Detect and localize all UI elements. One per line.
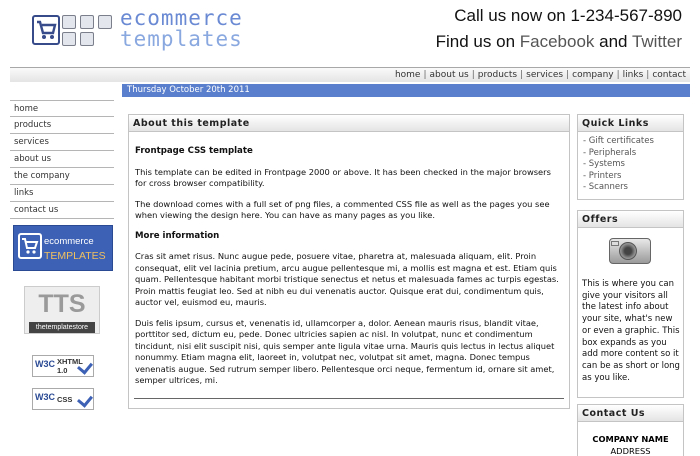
nav-separator: |: [520, 70, 524, 80]
main-body: [129, 132, 569, 387]
top-nav-about-us[interactable]: about us: [429, 70, 469, 80]
call-label: Call us now on: [454, 6, 571, 25]
contact-box: [577, 404, 684, 456]
top-nav-links[interactable]: links: [622, 70, 644, 80]
heading-more-information: More information: [135, 230, 220, 241]
company-address: ADDRESS: [610, 446, 651, 456]
tts-logo-text: TTS: [38, 290, 86, 318]
content-divider: [134, 398, 564, 399]
twitter-link[interactable]: Twitter: [631, 32, 682, 51]
header-phone: [454, 6, 682, 26]
side-nav-the-company[interactable]: the company: [10, 168, 114, 185]
side-nav-links[interactable]: links: [10, 185, 114, 202]
offers-title: Offers: [578, 211, 683, 228]
top-nav: [10, 67, 690, 82]
side-nav-contact-us[interactable]: contact us: [10, 202, 114, 219]
top-nav-home[interactable]: home: [394, 70, 421, 80]
quick-link-item[interactable]: - Scanners: [583, 182, 628, 192]
and-text: and: [594, 32, 632, 51]
find-label: Find us on: [435, 32, 520, 51]
logo-word-templates: templates: [120, 27, 243, 51]
company-name: COMPANY NAME: [592, 434, 669, 444]
paragraph-2: The download comes with a full set of png files, a commented CSS file as well as the pages you see when viewing the design here. You can have as many pages as you like.: [135, 198, 550, 220]
side-nav-about-us[interactable]: about us: [10, 151, 114, 168]
nav-separator: |: [566, 70, 570, 80]
nav-separator: |: [616, 70, 620, 80]
checkmark-icon: [77, 391, 93, 407]
paragraph-4: Duis felis ipsum, cursus et, venenatis id, ullamcorper a, dolor. Aenean mauris risus, blandit vitae, porttitor sed, dictum eu, pede. Donec ultricies sapien ac nisl. In volutpat, nunc et condimentum tincidunt, nisi elit suscipit nisi, quis semper ante ligula vitae urna. Mauris quis lectus in lectus aliquet nonummy. Etiam magna elit, laoreet in, volutpat nec, volutpat sit amet, magna. Donec tempus venenatis augue. Sed rutrum semper libero. Pellentesque orci neque, fermentum id, ornare sit amet, semper ultrices, mi.: [135, 317, 555, 385]
logo-square-icon: [62, 32, 76, 46]
quick-link-item[interactable]: - Peripherals: [583, 147, 637, 158]
nav-separator: |: [646, 70, 650, 80]
offers-box: [577, 210, 684, 398]
main-content: [128, 114, 570, 409]
top-nav-services[interactable]: services: [526, 70, 564, 80]
quick-link-label: Gift certificates: [588, 136, 654, 146]
contact-title: Contact Us: [578, 405, 683, 422]
camera-flash: [611, 241, 619, 246]
offers-text: This is where you can give your visitors all the latest info about your site, what's new or even a graphic. This box expands as you add more content so it can be as short or long as you like.: [582, 279, 680, 383]
ecommerce-templates-badge[interactable]: [13, 225, 113, 271]
shopping-cart-icon: [32, 15, 60, 45]
date-bar: [10, 84, 690, 97]
badge-text-ecommerce: ecommerce: [44, 236, 94, 247]
paragraph-1: This template can be edited in Frontpage 2000 or above. It has been checked in the major browsers for cross browser compatibility.: [135, 166, 551, 188]
quick-link-label: Peripherals: [588, 147, 637, 158]
heading-frontpage: Frontpage CSS template: [135, 146, 253, 156]
quick-link-item[interactable]: - Gift certificates: [583, 136, 654, 146]
xhtml-text: XHTML: [57, 357, 83, 366]
tts-logo-subtext: thetemplatestore: [29, 322, 95, 333]
w3c-xhtml-badge[interactable]: [32, 355, 94, 377]
logo-square-icon: [62, 15, 76, 29]
quick-link-label: Scanners: [588, 182, 628, 192]
date-bar-spacer: [10, 84, 122, 97]
top-nav-contact[interactable]: contact: [652, 70, 686, 80]
quick-link-item[interactable]: - Printers: [583, 170, 622, 181]
shopping-cart-icon: [18, 233, 42, 259]
side-nav: [10, 100, 114, 219]
nav-separator: |: [423, 70, 427, 80]
quick-link-item[interactable]: - Systems: [583, 159, 625, 169]
facebook-link[interactable]: Facebook: [519, 32, 595, 51]
logo-square-icon: [80, 15, 94, 29]
quick-link-label: Printers: [588, 170, 622, 181]
nav-separator: |: [471, 70, 475, 80]
main-title: About this template: [129, 115, 569, 132]
logo-square-icon: [80, 32, 94, 46]
logo-square-icon: [98, 15, 112, 29]
side-nav-products[interactable]: products: [10, 117, 114, 134]
w3c-label: W3C: [35, 359, 55, 369]
camera-icon: [607, 232, 653, 268]
xhtml-version: 1.0: [57, 366, 68, 375]
top-nav-products[interactable]: products: [477, 70, 518, 80]
top-nav-company[interactable]: company: [572, 70, 614, 80]
paragraph-3: Cras sit amet risus. Nunc augue pede, posuere vitae, pharetra at, malesuada aliquam, elit. Proin consequat, elit vel lacinia pretium, arcu augue pellentesque mi, a mollis est magna et est. Etiam quis quam. Pellentesque habitant morbi tristique senectus et netus et malesuada fames ac turpis egestas. Proin mattis feugiat leo. Sed at nibh eu dui venenatis auctor. Quisque erat dui, condimentum quis, auctor vel, euismod eu, mauris.: [135, 251, 559, 307]
css-label: CSS: [57, 395, 73, 404]
header-social: [436, 32, 682, 52]
badge-text-templates: TEMPLATES: [44, 250, 106, 262]
quick-links-title: Quick Links: [578, 115, 683, 132]
w3c-label: W3C: [35, 392, 55, 402]
logo-word-ecommerce: ecommerce: [120, 6, 243, 30]
side-nav-services[interactable]: services: [10, 134, 114, 151]
camera-lens: [619, 242, 637, 260]
template-store-badge[interactable]: [24, 286, 100, 334]
site-logo[interactable]: [26, 8, 266, 52]
side-nav-home[interactable]: home: [10, 100, 114, 117]
quick-links-list: [578, 132, 683, 194]
phone-number: 1-234-567-890: [570, 6, 682, 25]
quick-links-box: [577, 114, 684, 200]
quick-link-label: Systems: [588, 159, 625, 169]
w3c-css-badge[interactable]: [32, 388, 94, 410]
current-date: Thursday October 20th 2011: [127, 85, 250, 95]
